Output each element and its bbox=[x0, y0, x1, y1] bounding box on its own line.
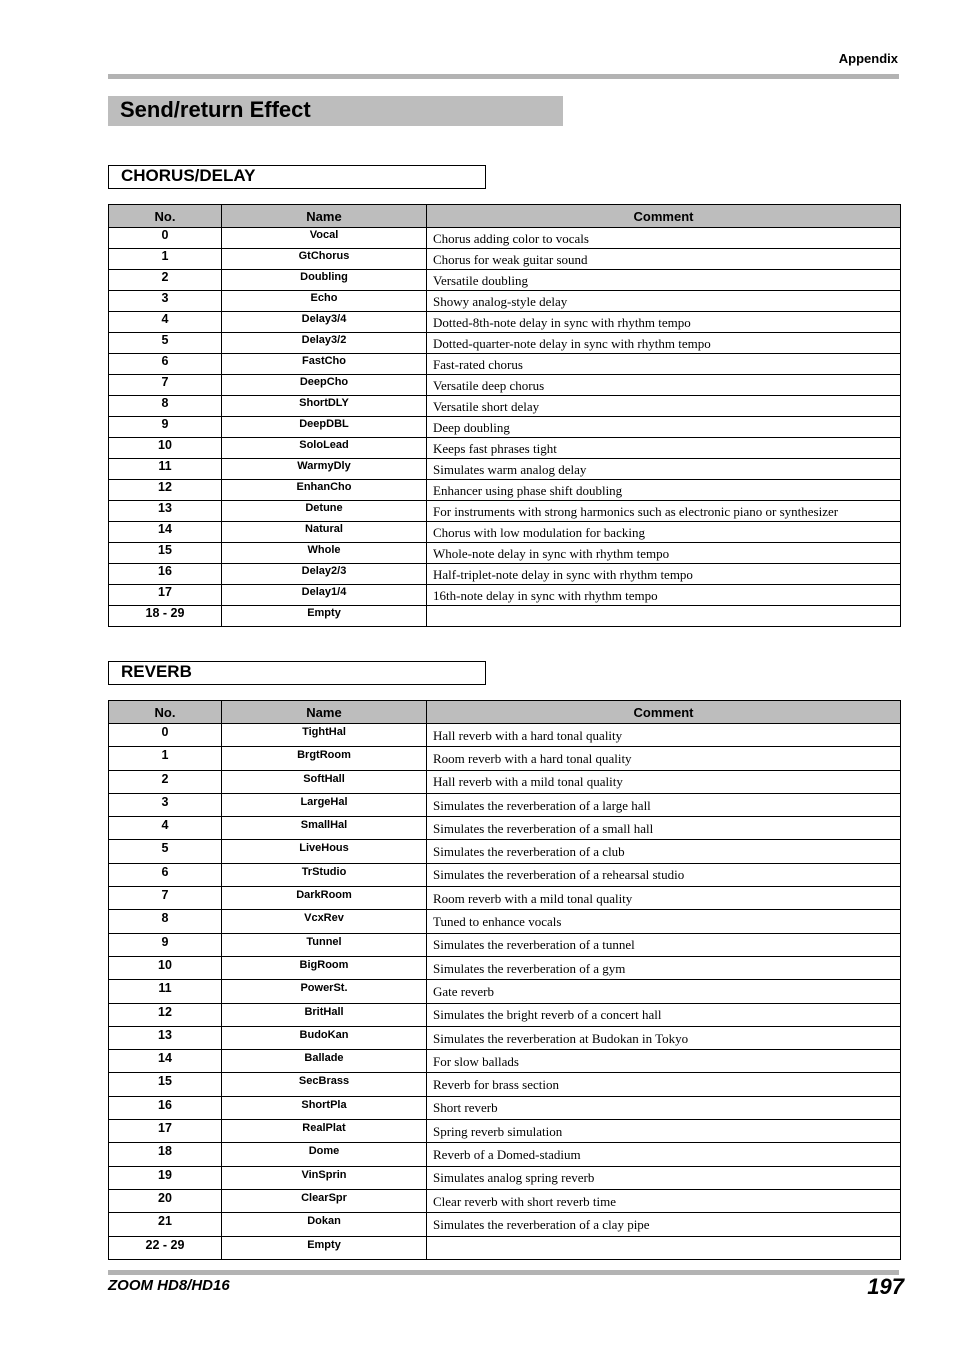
effect-comment: Tuned to enhance vocals bbox=[427, 910, 901, 933]
table-row bbox=[109, 1236, 901, 1259]
row-number: 8 bbox=[109, 396, 222, 417]
row-number: 12 bbox=[109, 1003, 222, 1026]
row-number: 3 bbox=[109, 291, 222, 312]
effect-name: Dokan bbox=[222, 1213, 427, 1236]
table-row bbox=[109, 887, 901, 910]
table-row bbox=[109, 793, 901, 816]
chorus-delay-body bbox=[109, 228, 901, 627]
table-row bbox=[109, 543, 901, 564]
table-row bbox=[109, 1003, 901, 1026]
effect-name: VcxRev bbox=[222, 910, 427, 933]
effect-name: WarmyDly bbox=[222, 459, 427, 480]
effect-name: BritHall bbox=[222, 1003, 427, 1026]
reverb-body bbox=[109, 724, 901, 1260]
column-header-comment: Comment bbox=[427, 205, 901, 228]
effect-comment: Keeps fast phrases tight bbox=[427, 438, 901, 459]
table-header-row bbox=[109, 205, 901, 228]
effect-comment: Simulates the reverberation of a small hall bbox=[427, 817, 901, 840]
effect-name: Delay1/4 bbox=[222, 585, 427, 606]
effect-name: ClearSpr bbox=[222, 1189, 427, 1212]
effect-name: TightHal bbox=[222, 724, 427, 747]
row-number: 6 bbox=[109, 354, 222, 375]
table-row bbox=[109, 417, 901, 438]
row-number: 14 bbox=[109, 1050, 222, 1073]
effect-comment: For slow ballads bbox=[427, 1050, 901, 1073]
effect-comment: Dotted-8th-note delay in sync with rhythm tempo bbox=[427, 312, 901, 333]
column-header-name: Name bbox=[222, 205, 427, 228]
effect-name: SoloLead bbox=[222, 438, 427, 459]
chorus-delay-heading: CHORUS/DELAY bbox=[108, 165, 486, 189]
effect-name: DarkRoom bbox=[222, 887, 427, 910]
effect-name: Ballade bbox=[222, 1050, 427, 1073]
effect-comment: Showy analog-style delay bbox=[427, 291, 901, 312]
table-row bbox=[109, 770, 901, 793]
effect-name: Delay2/3 bbox=[222, 564, 427, 585]
row-number: 12 bbox=[109, 480, 222, 501]
effect-name: VinSprin bbox=[222, 1166, 427, 1189]
top-rule bbox=[108, 74, 899, 79]
table-row bbox=[109, 956, 901, 979]
table-row bbox=[109, 724, 901, 747]
effect-comment: Hall reverb with a mild tonal quality bbox=[427, 770, 901, 793]
effect-comment: For instruments with strong harmonics such as electronic piano or synthesizer bbox=[427, 501, 901, 522]
effect-comment: Gate reverb bbox=[427, 980, 901, 1003]
effect-name: LiveHous bbox=[222, 840, 427, 863]
effect-comment: Reverb of a Domed-stadium bbox=[427, 1143, 901, 1166]
table-row bbox=[109, 396, 901, 417]
row-number: 5 bbox=[109, 333, 222, 354]
effect-name: Empty bbox=[222, 606, 427, 627]
table-row bbox=[109, 1026, 901, 1049]
column-header-comment: Comment bbox=[427, 701, 901, 724]
table-row bbox=[109, 980, 901, 1003]
table-row bbox=[109, 522, 901, 543]
effect-comment: Versatile doubling bbox=[427, 270, 901, 291]
table-row bbox=[109, 375, 901, 396]
reverb-heading: REVERB bbox=[108, 661, 486, 685]
effect-comment: Versatile short delay bbox=[427, 396, 901, 417]
effect-name: BudoKan bbox=[222, 1026, 427, 1049]
effect-comment: Spring reverb simulation bbox=[427, 1120, 901, 1143]
table-row bbox=[109, 1073, 901, 1096]
effect-comment: Whole-note delay in sync with rhythm tempo bbox=[427, 543, 901, 564]
effect-name: DeepDBL bbox=[222, 417, 427, 438]
effect-comment: Simulates warm analog delay bbox=[427, 459, 901, 480]
effect-name: BrgtRoom bbox=[222, 747, 427, 770]
effect-comment: Reverb for brass section bbox=[427, 1073, 901, 1096]
effect-comment: Chorus adding color to vocals bbox=[427, 228, 901, 249]
effect-comment: Simulates the reverberation of a club bbox=[427, 840, 901, 863]
effect-comment: Hall reverb with a hard tonal quality bbox=[427, 724, 901, 747]
effect-name: TrStudio bbox=[222, 863, 427, 886]
row-number: 22 - 29 bbox=[109, 1236, 222, 1259]
table-row bbox=[109, 564, 901, 585]
row-number: 13 bbox=[109, 1026, 222, 1049]
effect-comment: Enhancer using phase shift doubling bbox=[427, 480, 901, 501]
row-number: 18 - 29 bbox=[109, 606, 222, 627]
effect-comment: Room reverb with a hard tonal quality bbox=[427, 747, 901, 770]
column-header-no: No. bbox=[109, 205, 222, 228]
effect-comment: Chorus for weak guitar sound bbox=[427, 249, 901, 270]
row-number: 18 bbox=[109, 1143, 222, 1166]
effect-name: BigRoom bbox=[222, 956, 427, 979]
row-number: 21 bbox=[109, 1213, 222, 1236]
table-row bbox=[109, 1166, 901, 1189]
table-row bbox=[109, 270, 901, 291]
table-row bbox=[109, 228, 901, 249]
row-number: 1 bbox=[109, 249, 222, 270]
table-row bbox=[109, 933, 901, 956]
effect-name: ShortPla bbox=[222, 1096, 427, 1119]
row-number: 9 bbox=[109, 933, 222, 956]
page-number: 197 bbox=[867, 1274, 904, 1299]
row-number: 4 bbox=[109, 817, 222, 840]
row-number: 9 bbox=[109, 417, 222, 438]
table-row bbox=[109, 840, 901, 863]
row-number: 11 bbox=[109, 459, 222, 480]
row-number: 1 bbox=[109, 747, 222, 770]
effect-name: GtChorus bbox=[222, 249, 427, 270]
effect-name: Doubling bbox=[222, 270, 427, 291]
effect-name: Detune bbox=[222, 501, 427, 522]
row-number: 16 bbox=[109, 564, 222, 585]
row-number: 11 bbox=[109, 980, 222, 1003]
table-row bbox=[109, 438, 901, 459]
row-number: 0 bbox=[109, 724, 222, 747]
effect-name: Echo bbox=[222, 291, 427, 312]
row-number: 2 bbox=[109, 270, 222, 291]
row-number: 3 bbox=[109, 793, 222, 816]
effect-comment: Simulates analog spring reverb bbox=[427, 1166, 901, 1189]
effect-name: Delay3/2 bbox=[222, 333, 427, 354]
table-row bbox=[109, 333, 901, 354]
effect-comment: Dotted-quarter-note delay in sync with rhythm tempo bbox=[427, 333, 901, 354]
effect-comment: Half-triplet-note delay in sync with rhythm tempo bbox=[427, 564, 901, 585]
row-number: 15 bbox=[109, 1073, 222, 1096]
bottom-rule bbox=[108, 1270, 899, 1275]
table-row bbox=[109, 606, 901, 627]
table-row bbox=[109, 480, 901, 501]
row-number: 17 bbox=[109, 585, 222, 606]
table-row bbox=[109, 817, 901, 840]
effect-name: LargeHal bbox=[222, 793, 427, 816]
effect-name: FastCho bbox=[222, 354, 427, 375]
effect-comment: Deep doubling bbox=[427, 417, 901, 438]
effect-name: Empty bbox=[222, 1236, 427, 1259]
effect-comment: 16th-note delay in sync with rhythm tempo bbox=[427, 585, 901, 606]
table-row bbox=[109, 354, 901, 375]
row-number: 0 bbox=[109, 228, 222, 249]
table-row bbox=[109, 249, 901, 270]
row-number: 15 bbox=[109, 543, 222, 564]
row-number: 17 bbox=[109, 1120, 222, 1143]
row-number: 10 bbox=[109, 438, 222, 459]
effect-comment: Simulates the reverberation of a large hall bbox=[427, 793, 901, 816]
table-row bbox=[109, 863, 901, 886]
effect-comment: Simulates the reverberation of a clay pipe bbox=[427, 1213, 901, 1236]
effect-name: Dome bbox=[222, 1143, 427, 1166]
effect-comment: Room reverb with a mild tonal quality bbox=[427, 887, 901, 910]
reverb-table bbox=[108, 700, 901, 1260]
effect-name: RealPlat bbox=[222, 1120, 427, 1143]
row-number: 5 bbox=[109, 840, 222, 863]
effect-name: SecBrass bbox=[222, 1073, 427, 1096]
row-number: 14 bbox=[109, 522, 222, 543]
row-number: 2 bbox=[109, 770, 222, 793]
effect-comment: Simulates the reverberation of a rehearsal studio bbox=[427, 863, 901, 886]
effect-comment: Chorus with low modulation for backing bbox=[427, 522, 901, 543]
page-title: Send/return Effect bbox=[108, 96, 563, 126]
effect-name: DeepCho bbox=[222, 375, 427, 396]
effect-comment: Clear reverb with short reverb time bbox=[427, 1189, 901, 1212]
table-row bbox=[109, 910, 901, 933]
effect-name: SmallHal bbox=[222, 817, 427, 840]
row-number: 7 bbox=[109, 887, 222, 910]
table-row bbox=[109, 1189, 901, 1212]
row-number: 6 bbox=[109, 863, 222, 886]
table-header-row bbox=[109, 701, 901, 724]
column-header-name: Name bbox=[222, 701, 427, 724]
row-number: 20 bbox=[109, 1189, 222, 1212]
effect-name: Delay3/4 bbox=[222, 312, 427, 333]
effect-comment bbox=[427, 606, 901, 627]
table-row bbox=[109, 1096, 901, 1119]
chorus-delay-table bbox=[108, 204, 901, 627]
effect-comment: Simulates the reverberation at Budokan in Tokyo bbox=[427, 1026, 901, 1049]
table-row bbox=[109, 312, 901, 333]
table-row bbox=[109, 585, 901, 606]
row-number: 8 bbox=[109, 910, 222, 933]
effect-name: Whole bbox=[222, 543, 427, 564]
row-number: 4 bbox=[109, 312, 222, 333]
effect-name: Vocal bbox=[222, 228, 427, 249]
effect-name: PowerSt. bbox=[222, 980, 427, 1003]
row-number: 16 bbox=[109, 1096, 222, 1119]
effect-name: EnhanCho bbox=[222, 480, 427, 501]
table-row bbox=[109, 459, 901, 480]
table-row bbox=[109, 1120, 901, 1143]
section-label: Appendix bbox=[838, 51, 898, 66]
row-number: 10 bbox=[109, 956, 222, 979]
effect-comment: Simulates the reverberation of a gym bbox=[427, 956, 901, 979]
effect-name: Natural bbox=[222, 522, 427, 543]
effect-comment: Short reverb bbox=[427, 1096, 901, 1119]
footer-model: ZOOM HD8/HD16 bbox=[108, 1277, 230, 1294]
row-number: 13 bbox=[109, 501, 222, 522]
column-header-no: No. bbox=[109, 701, 222, 724]
table-row bbox=[109, 747, 901, 770]
table-row bbox=[109, 501, 901, 522]
row-number: 19 bbox=[109, 1166, 222, 1189]
table-row bbox=[109, 291, 901, 312]
effect-comment bbox=[427, 1236, 901, 1259]
effect-name: SoftHall bbox=[222, 770, 427, 793]
effect-name: ShortDLY bbox=[222, 396, 427, 417]
effect-comment: Simulates the bright reverb of a concert hall bbox=[427, 1003, 901, 1026]
effect-name: Tunnel bbox=[222, 933, 427, 956]
table-row bbox=[109, 1050, 901, 1073]
effect-comment: Simulates the reverberation of a tunnel bbox=[427, 933, 901, 956]
table-row bbox=[109, 1213, 901, 1236]
effect-comment: Versatile deep chorus bbox=[427, 375, 901, 396]
effect-comment: Fast-rated chorus bbox=[427, 354, 901, 375]
row-number: 7 bbox=[109, 375, 222, 396]
table-row bbox=[109, 1143, 901, 1166]
